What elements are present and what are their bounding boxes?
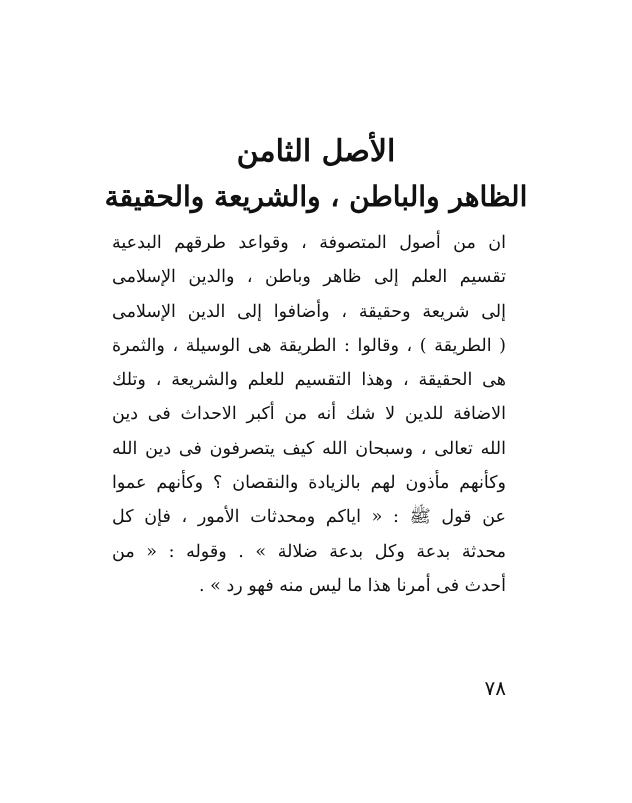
text-line: إلى شريعة وحقيقة ، وأضافوا إلى الدين الإسلامى	[112, 301, 506, 322]
text-line: تقسيم العلم إلى ظاهر وباطن ، والدين الإسلامى	[112, 267, 506, 288]
page-number: ٧٨	[484, 676, 506, 700]
text-line: ( الطريقة ) ، وقالوا : الطريقة هى الوسيلة ، والثمرة	[112, 335, 506, 356]
text-line: عن قول ﷺ : « اياكم ومحدثات الأمور ، فإن كل	[112, 507, 506, 528]
text-line: الاضافة للدين لا شك أنه من أكبر الاحداث فى دين	[112, 404, 506, 425]
chapter-subtitle: الظاهر والباطن ، والشريعة والحقيقة	[104, 180, 528, 213]
text-line: ان من أصول المتصوفة ، وقواعد طرقهم البدعية	[112, 233, 506, 253]
text-line: الله تعالى ، وسبحان الله كيف يتصرفون فى دين الله	[112, 438, 506, 459]
body-paragraph	[112, 226, 506, 603]
chapter-title: الأصل الثامن	[236, 134, 396, 169]
text-line: وكأنهم مأذون لهم بالزيادة والنقصان ؟ وكأنهم عموا	[112, 473, 506, 494]
text-line: محدثة بدعة وكل بدعة ضلالة » . وقوله : « من	[112, 541, 506, 562]
text-line: أحدث فى أمرنا هذا ما ليس منه فهو رد » .	[199, 575, 506, 596]
text-line: هى الحقيقة ، وهذا التقسيم للعلم والشريعة ، وتلك	[112, 370, 506, 391]
